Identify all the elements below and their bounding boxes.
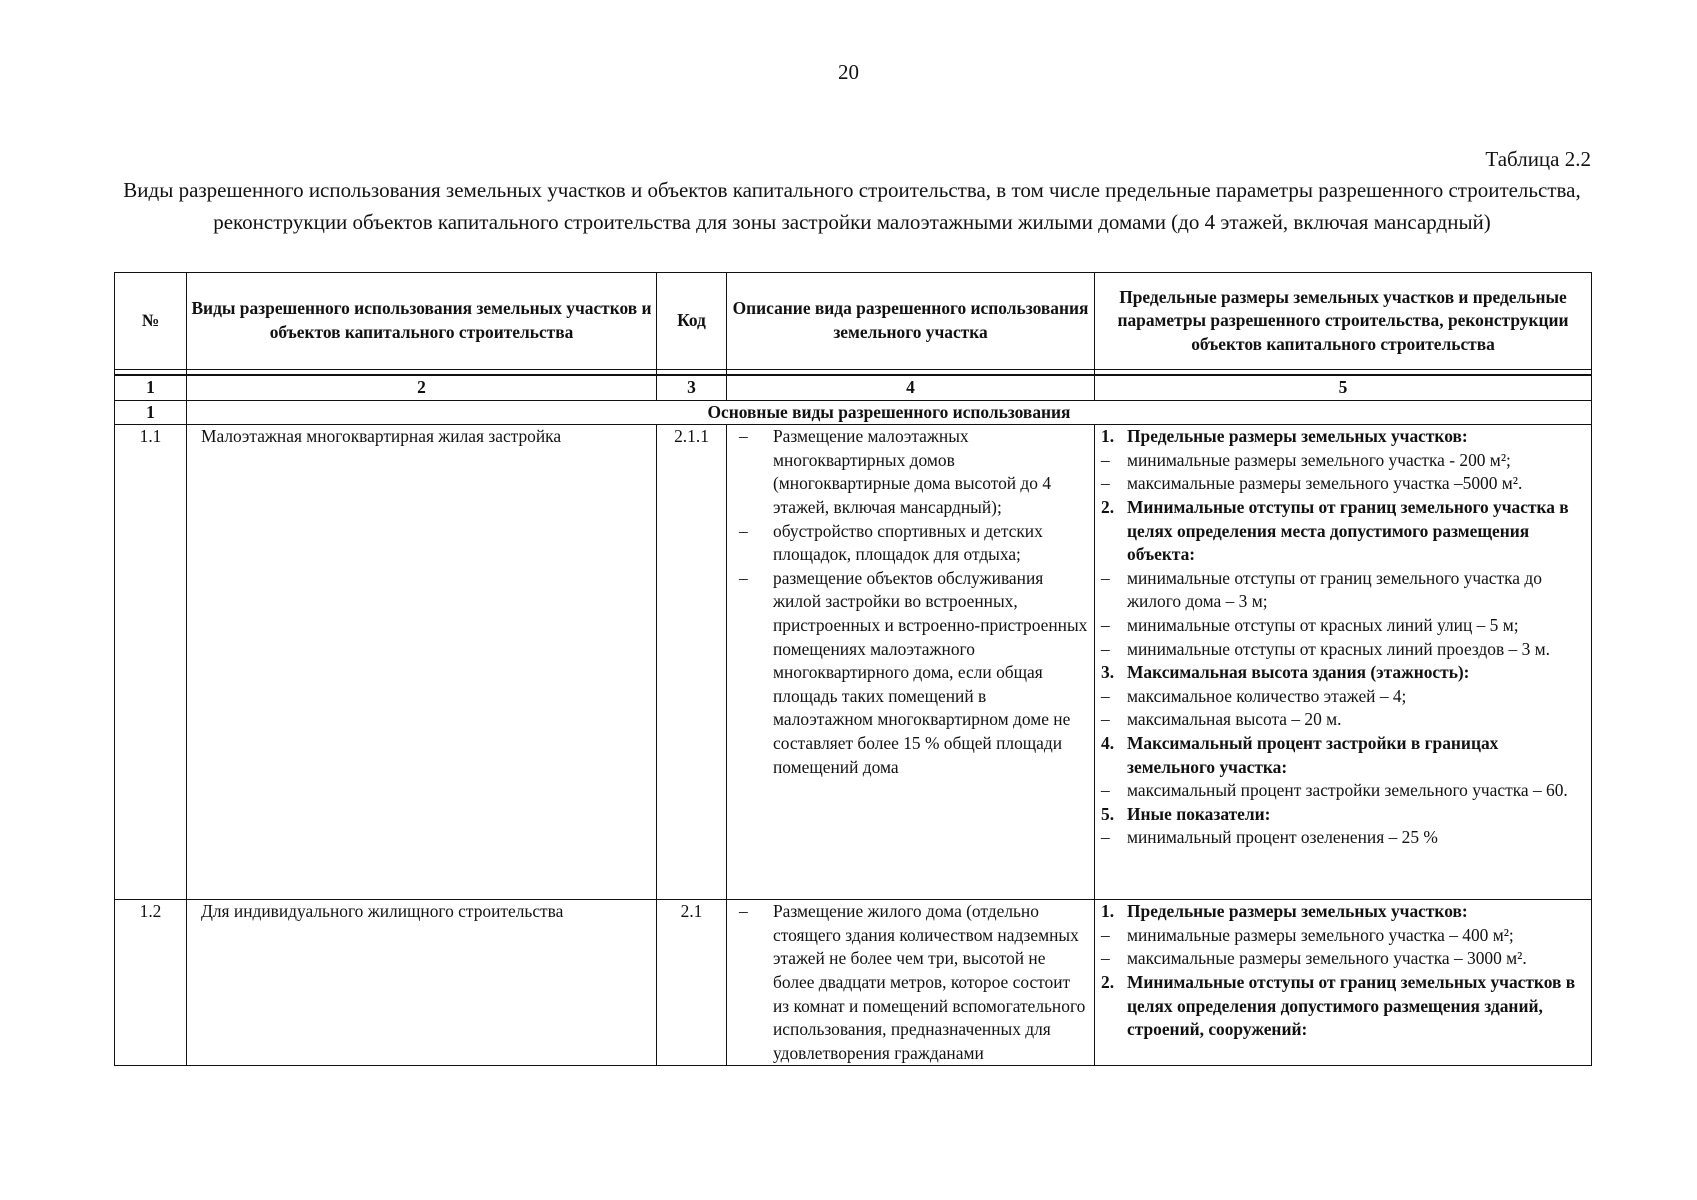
param-heading: 2. Минимальные отступы от границ земельного участка в целях определения места допустимого размещения объекта: [1101, 496, 1569, 565]
column-number-row [115, 375, 1592, 400]
table-title: Виды разрешенного использования земельных участков и объектов капитального строительства, в том числе предельные параметры разрешенного строительства, реконструкции объектов капитального строительства для зоны застройки малоэтажными жилыми домами (до 4 этажей, включая мансардный) [123, 178, 1581, 234]
table-row [115, 425, 1592, 900]
param-item: – минимальные размеры земельного участка - 200 м²; [1099, 449, 1587, 473]
land-use-table [114, 272, 1592, 1066]
section-row [115, 400, 1592, 425]
param-item: – минимальные размеры земельного участка – 400 м²; [1099, 924, 1587, 948]
row-number: 1.2 [115, 900, 187, 1066]
column-number: 5 [1095, 375, 1592, 400]
parameters-cell [1095, 425, 1592, 900]
table-header-row [115, 273, 1592, 370]
param-heading: 4. Максимальный процент застройки в границах земельного участка: [1101, 732, 1499, 777]
section-title: Основные виды разрешенного использования [187, 400, 1592, 425]
param-item: – максимальный процент застройки земельного участка – 60. [1099, 779, 1587, 803]
column-number: 1 [115, 375, 187, 400]
param-heading: 2. Минимальные отступы от границ земельных участков в целях определения допустимого размещения зданий, строений, сооружений: [1101, 971, 1576, 1040]
header-parameters: Предельные размеры земельных участков и предельные параметры разрешенного строительства, реконструкции объектов капитального строительства [1095, 273, 1592, 370]
param-heading: 5. Иные показатели: [1101, 803, 1271, 824]
page-number: 20 [838, 60, 859, 84]
use-code: 2.1.1 [657, 425, 727, 900]
param-heading: 1. Предельные размеры земельных участков: [1101, 426, 1468, 447]
section-number: 1 [115, 400, 187, 425]
column-number: 3 [657, 375, 727, 400]
description-item: – обустройство спортивных и детских площадок, площадок для отдыха; [731, 520, 1090, 567]
header-code: Код [657, 273, 727, 370]
param-item: – максимальные размеры земельного участка –5000 м². [1099, 472, 1587, 496]
param-item: – минимальные отступы от красных линий проездов – 3 м. [1099, 638, 1587, 662]
param-heading: 3. Максимальная высота здания (этажность): [1101, 662, 1470, 683]
param-item: – максимальное количество этажей – 4; [1099, 685, 1587, 709]
param-item: – максимальная высота – 20 м. [1099, 708, 1587, 732]
description-item: – Размещение жилого дома (отдельно стоящего здания количеством надземных этажей не более чем три, высотой не более двадцати метров, которое состоит из комнат и помещений вспомогательного использования, предназначенных для удовлетворения гражданами [731, 900, 1090, 1065]
param-item: – максимальные размеры земельного участка – 3000 м². [1099, 947, 1587, 971]
column-number: 4 [727, 375, 1095, 400]
table-row [115, 900, 1592, 1066]
column-number: 2 [187, 375, 657, 400]
use-code: 2.1 [657, 900, 727, 1066]
use-description [727, 425, 1095, 900]
header-number: № [115, 273, 187, 370]
table-label: Таблица 2.2 [1485, 147, 1591, 171]
parameters-cell [1095, 900, 1592, 1066]
use-description [727, 900, 1095, 1066]
param-item: – минимальные отступы от границ земельного участка до жилого дома – 3 м; [1099, 567, 1587, 614]
description-item: – размещение объектов обслуживания жилой застройки во встроенных, пристроенных и встроенно-пристроенных помещениях малоэтажного многоквартирного дома, если общая площадь таких помещений в малоэтажном многоквартирном доме не составляет более 15 % общей площади помещений дома [731, 567, 1090, 779]
use-type-name: Для индивидуального жилищного строительства [187, 900, 657, 1066]
param-item: – минимальный процент озеленения – 25 % [1099, 826, 1587, 850]
row-number: 1.1 [115, 425, 187, 900]
header-description: Описание вида разрешенного использования земельного участка [727, 273, 1095, 370]
description-item: – Размещение малоэтажных многоквартирных домов (многоквартирные дома высотой до 4 этажей, включая мансардный); [731, 425, 1090, 519]
param-item: – минимальные отступы от красных линий улиц – 5 м; [1099, 614, 1587, 638]
use-type-name: Малоэтажная многоквартирная жилая застройка [187, 425, 657, 900]
param-heading: 1. Предельные размеры земельных участков: [1101, 901, 1468, 922]
header-use-type: Виды разрешенного использования земельных участков и объектов капитального строительства [187, 273, 657, 370]
